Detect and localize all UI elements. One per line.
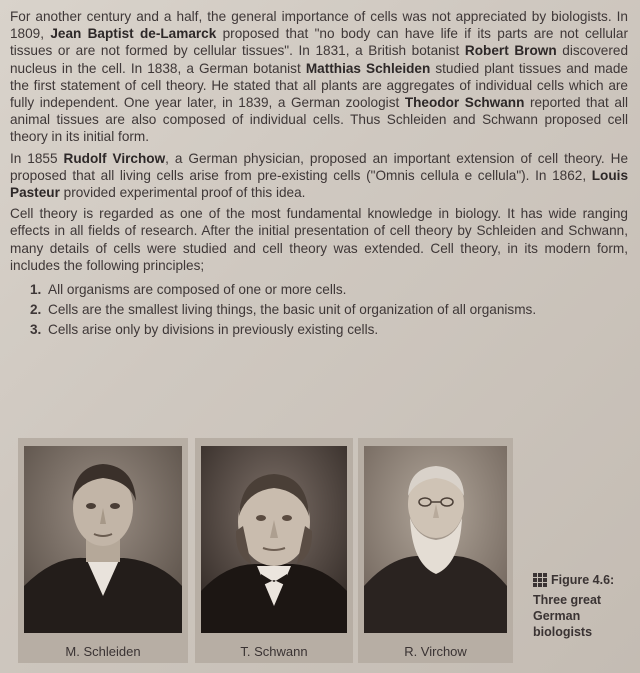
name-brown: Robert Brown: [464, 43, 557, 59]
name-lamarck: Jean Baptist de-Lamarck: [50, 26, 217, 42]
portrait-panel-schwann: [195, 438, 353, 663]
name-virchow: Rudolf Virchow: [63, 150, 166, 166]
paragraph-virchow: In 1855 Rudolf Virchow, a German physician, proposed an important extension of cell theory. He proposed that all living cells arise from pre-existing cells ("Omnis cellula e cellula"). In 1862, Louis Pasteur provided experimental proof of this idea.: [10, 150, 628, 201]
figure-description: Three great German biologists: [533, 593, 602, 639]
paragraph-cell-theory: Cell theory is regarded as one of the most fundamental knowledge in biology. It has wide ranging effects in all fields of research. After the initial presentation of cell theory by Schleiden and Schwann, many details of cells were studied and cell theory was extended. Cell theory, in its modern form, includes the following principles;: [10, 206, 628, 273]
portrait-panel-virchow: [358, 438, 513, 663]
portrait-virchow: [364, 446, 507, 633]
paragraph-history: For another century and a half, the general importance of cells was not appreciated by biologists. In 1809, Jean Baptist de-Lamarck proposed that "no body can have life if its parts are not cellular tissues or are not formed by cellular tissues". In 1831, a British botanist Robert Brown discovered nucleus in the cell. In 1838, a German botanist Matthias Schleiden studied plant tissues and made the first statement of cell theory. He stated that all plants are aggregates of individual cells which are fully independent. One year later, in 1839, a German zoologist Theodor Schwann reported that all animal tissues are also composed of individual cells. Thus Schleiden and Schwann proposed cell theory in its initial form.: [10, 9, 629, 145]
name-schwann: Theodor Schwann: [404, 95, 525, 111]
caption-schwann: T. Schwann: [240, 644, 308, 659]
list-item: 3. Cells arise only by divisions in previously existing cells.: [30, 322, 379, 338]
name-schleiden: Matthias Schleiden: [305, 60, 431, 76]
name-pasteur: Louis Pasteur: [10, 167, 628, 201]
figure-number: Figure 4.6:: [551, 573, 615, 587]
portrait-schwann: [201, 446, 347, 633]
list-item: 1. All organisms are composed of one or more cells.: [30, 282, 347, 298]
portrait-schleiden: [24, 446, 182, 633]
caption-virchow: R. Virchow: [404, 644, 467, 659]
portrait-panel-schleiden: [18, 438, 188, 663]
figure-caption: [533, 572, 638, 640]
grid-icon: [533, 573, 547, 587]
principles-list: [10, 280, 628, 340]
list-item: 2. Cells are the smallest living things, the basic unit of organization of all organisms.: [30, 302, 537, 318]
caption-schleiden: M. Schleiden: [65, 644, 141, 659]
